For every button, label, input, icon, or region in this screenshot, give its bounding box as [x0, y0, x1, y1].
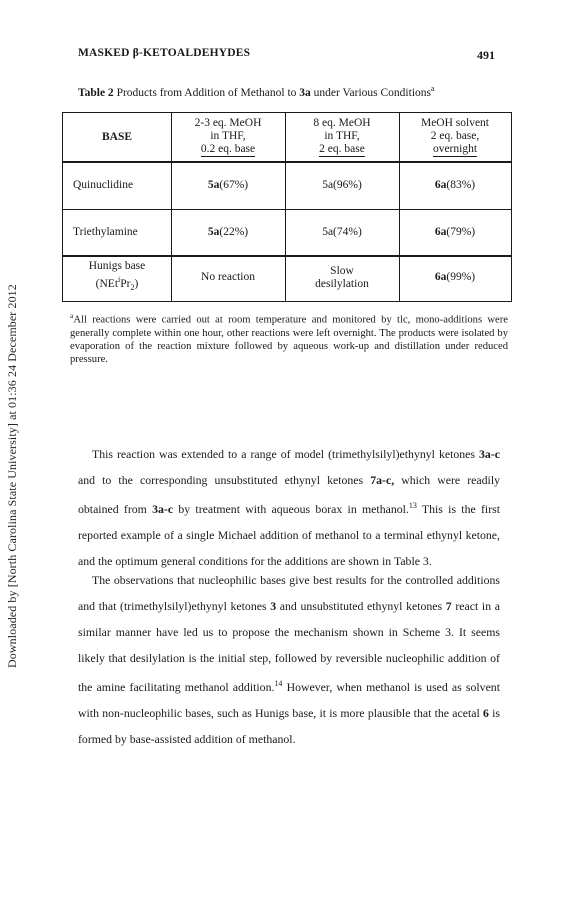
yield-value: (22%) [219, 225, 249, 238]
header-base [63, 113, 171, 161]
compound-ref: 3a-c [479, 447, 500, 461]
body-paragraph [78, 567, 500, 752]
download-watermark [3, 240, 23, 670]
base-name: Quinuclidine [73, 178, 134, 191]
footnote-marker: a [70, 311, 74, 320]
page-number: 491 [477, 48, 495, 62]
yield-value: (67%) [219, 178, 249, 191]
compound-ref: 7a-c, [370, 473, 395, 487]
reference-marker: 13 [408, 501, 417, 510]
reference-marker: 14 [274, 679, 283, 688]
table-cell [399, 161, 511, 209]
paragraph-text: This is the first reported example of a single Michael addition of methanol to a terminal ethynyl ketone, and the optimum general conditions for the additions are shown in Table 3. [78, 501, 501, 568]
header-col-1-line: 0.2 eq. base [200, 143, 256, 155]
caption-compound: 3a [299, 86, 311, 99]
compound-ref: 7 [445, 599, 452, 613]
results-table [62, 112, 512, 302]
base-name: Triethylamine [73, 225, 138, 238]
table-row-base [63, 255, 171, 300]
footnote-text: All reactions were carried out at room temperature and monitored by tlc, mono-additions were generally complete within one hour, other reactions were left overnight. The products were isolated by evaporation of the reaction mixture followed by aqueous work-up and distillation under reduced pressure. [70, 314, 508, 366]
header-col-1 [171, 113, 285, 161]
table-caption [78, 84, 435, 99]
yield-value: (96%) [333, 178, 362, 191]
header-col-3-line: overnight [432, 143, 478, 155]
header-col-2 [285, 113, 399, 161]
table-row-base [63, 161, 171, 209]
header-col-1-line: 2-3 eq. MeOH [194, 117, 262, 129]
paragraph-text: The observations that nucleophilic bases give best results for the controlled additions and that (trimethylsilyl)ethynyl ketones [78, 573, 500, 613]
paragraph-text: react in a similar manner have led us to propose the mechanism shown in Scheme 3. It seems likely that desilylation is the initial step, followed by reversible nucleophilic addition of the amine facilitating methanol addition. [78, 599, 500, 694]
base-formula [96, 273, 139, 294]
header-col-1-line: in THF, [210, 130, 246, 142]
compound-label: 5a [322, 178, 334, 191]
formula-part: Pr [120, 278, 131, 291]
table-cell [171, 161, 285, 209]
table-cell [171, 255, 285, 300]
compound-label: 6a [434, 225, 447, 238]
table-cell [285, 161, 399, 209]
compound-label: 5a [322, 225, 334, 238]
download-watermark-text: Downloaded by [North Carolina State University] at 01:36 24 December 2012 [5, 284, 19, 668]
paragraph-text: This reaction was extended to a range of model (trimethylsilyl)ethynyl ketones [92, 447, 480, 461]
table-cell [399, 255, 511, 300]
paragraph-text: is formed by base-assisted addition of methanol. [78, 705, 500, 746]
formula-part: ) [134, 278, 139, 291]
table-cell [171, 209, 285, 255]
compound-ref: 3a-c [152, 501, 174, 516]
compound-label: 6a [434, 271, 447, 283]
paragraph-text: which were readily obtained from [78, 473, 500, 516]
running-head: MASKED β-KETOALDEHYDES [78, 47, 251, 59]
formula-superscript: i [118, 275, 121, 285]
caption-footnote-marker: a [431, 84, 435, 93]
caption-text-end: under Various Conditions [310, 86, 431, 99]
compound-label: 5a [207, 178, 220, 191]
header-col-3-line: 2 eq. base, [430, 130, 480, 142]
table-cell [285, 255, 399, 300]
compound-ref: 6 [482, 705, 489, 720]
yield-value: (74%) [333, 225, 362, 238]
header-col-2-line: in THF, [324, 130, 360, 142]
paragraph-text: and unsubstituted ethynyl ketones [276, 599, 446, 613]
yield-value: (99%) [446, 271, 476, 283]
paragraph-text: However, when methanol is used as solvent with non-nucleophilic bases, such as Hunigs base, it is more plausible that the acetal [78, 679, 500, 720]
header-base-label: BASE [101, 130, 133, 143]
header-col-3 [399, 113, 511, 161]
compound-label: 5a [207, 225, 220, 238]
compound-label: 6a [434, 178, 447, 191]
base-name: Hunigs base [88, 260, 146, 273]
yield-value: (79%) [446, 225, 476, 238]
table-cell [285, 209, 399, 255]
paragraph-text: by treatment with aqueous borax in methanol. [173, 501, 409, 516]
formula-part: (NEt [95, 278, 119, 291]
result-text: desilylation [315, 277, 369, 290]
header-col-2-line: 2 eq. base [319, 143, 365, 155]
table-row-base [63, 209, 171, 255]
header-col-2-line: 8 eq. MeOH [313, 117, 371, 129]
body-paragraph [78, 441, 500, 574]
compound-ref: 3 [270, 599, 277, 613]
header-col-3-line: MeOH solvent [420, 117, 490, 129]
result-text: Slow [330, 264, 354, 277]
table-footnote [70, 309, 508, 366]
yield-value: (83%) [446, 178, 476, 191]
table-cell [399, 209, 511, 255]
paragraph-text: and to the corresponding unsubstituted ethynyl ketones [78, 473, 371, 487]
caption-text: Products from Addition of Methanol to [113, 86, 300, 99]
result-text: No reaction [201, 271, 255, 283]
table-label: Table 2 [78, 86, 114, 99]
formula-subscript: 2 [130, 283, 135, 293]
